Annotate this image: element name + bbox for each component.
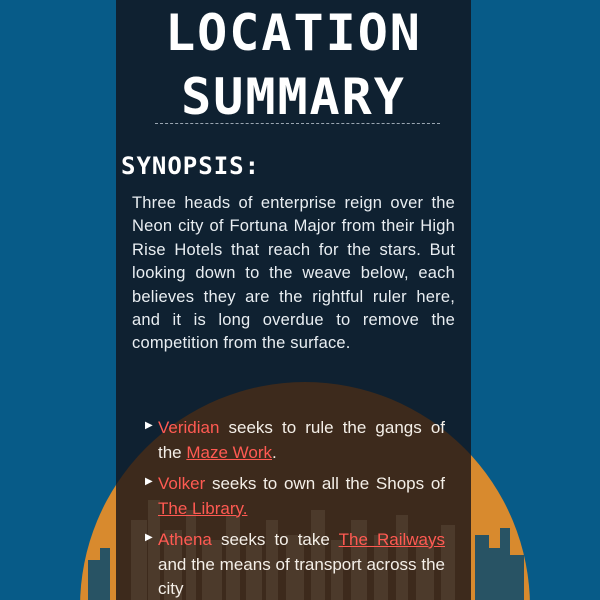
location-link[interactable]: The Railways — [338, 530, 445, 549]
list-item — [145, 528, 445, 600]
faction-text: seeks to take — [211, 530, 339, 549]
faction-text-end: . — [272, 442, 277, 462]
location-link[interactable]: The Library. — [158, 498, 248, 518]
faction-name: Athena — [158, 530, 212, 549]
list-item — [145, 416, 445, 465]
page-title-line-2: SUMMARY — [181, 68, 406, 126]
triangle-bullet-icon: ▶ — [145, 532, 153, 543]
faction-text: seeks to rule the gangs of the — [158, 418, 445, 462]
title-divider — [155, 123, 440, 124]
synopsis-heading: SYNOPSIS: — [121, 152, 261, 180]
list-item — [145, 472, 445, 521]
triangle-bullet-icon: ▶ — [145, 476, 153, 487]
page-title-line-1: LOCATION — [165, 4, 422, 62]
faction-list — [145, 416, 445, 600]
faction-text: seeks to own all the Shops of — [205, 474, 445, 493]
faction-text-end: and the means of transport across the city — [158, 554, 445, 598]
faction-name: Volker — [158, 474, 206, 493]
location-link[interactable]: Maze Work — [186, 442, 273, 462]
synopsis-text: Three heads of enterprise reign over the Neon city of Fortuna Major from their High Rise Hotels that reach for the stars. But looking down to the weave below, each believes they are the rightful ruler here, and it is long overdue to remove the competition from the surface. — [132, 194, 455, 353]
faction-name: Veridian — [158, 418, 220, 437]
triangle-bullet-icon: ▶ — [145, 420, 153, 431]
